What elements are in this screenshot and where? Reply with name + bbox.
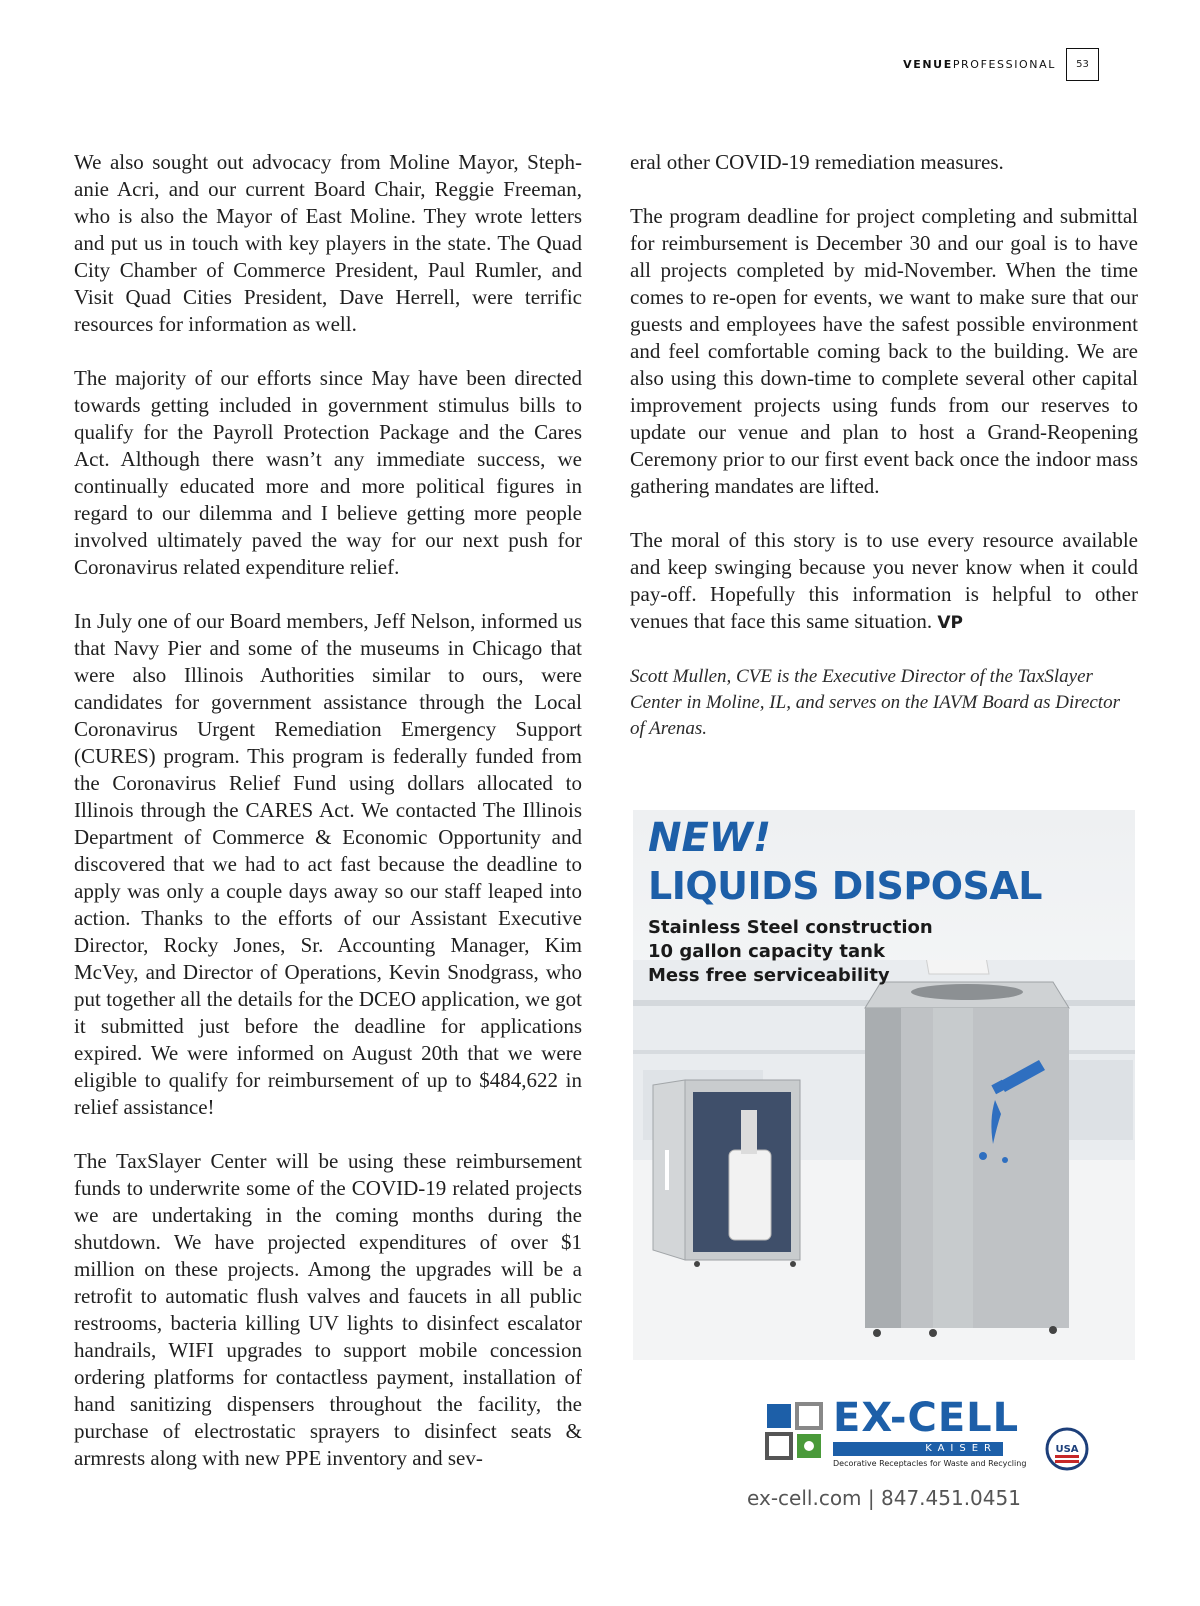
closing-text: The moral of this story is to use every resource available and keep swinging because you never know when it could pay-off. Hopefully this information is helpful to other venues that face this same situation. bbox=[630, 528, 1138, 633]
ex-cell-logo-icon bbox=[765, 1402, 825, 1462]
logo-tagline: Decorative Receptacles for Waste and Recycling bbox=[833, 1459, 1027, 1468]
made-in-usa-badge-icon bbox=[1045, 1427, 1089, 1471]
article-column-right bbox=[630, 149, 1138, 769]
brand-venue: VENUE bbox=[903, 58, 953, 71]
ad-feature: Mess free serviceability bbox=[648, 965, 890, 986]
badge-text: USA bbox=[1055, 1444, 1079, 1455]
article-paragraph: We also sought out advocacy from Moline Mayor, Stephanie Acri, and our current Board Chair, Reggie Freeman, who is also the Mayor of East Moline. They wrote letters and put us in touch with key players in the state. The Quad City Chamber of Commerce President, Paul Rumler, and Visit Quad Cities President, Dave Herrell, were terrific resources for information as well. bbox=[74, 150, 582, 336]
page-number: 53 bbox=[1066, 48, 1099, 81]
article-paragraph: The program deadline for project completing and submittal for reimbursement is December 30 and our goal is to have all projects completed by mid-November. When the time comes to re-open for events, we want to make sure that our guests and employees have the safest possible environment and feel comfortable coming back to the building. We are also using this down-time to complete several other capital improvement projects using funds from our reserves to update our venue and plan to host a Grand-Reopening Ceremony prior to our first event back once the indoor mass gathering mandates are lifted. bbox=[630, 204, 1138, 498]
page-header bbox=[903, 48, 1099, 81]
product-photo bbox=[633, 960, 1135, 1360]
article-column-left bbox=[74, 149, 582, 1499]
ad-feature: 10 gallon capacity tank bbox=[648, 941, 885, 962]
ad-feature: Stainless Steel construction bbox=[648, 917, 933, 938]
advertisement[interactable] bbox=[633, 810, 1135, 1540]
article-paragraph: In July one of our Board members, Jeff Nelson, informed us that Navy Pier and some of the museums in Chicago that were also Illinois Authorities similar to ours, were candidates for government assistance through the Local Coronavirus Urgent Remediation Emergency Support (CURES) program. This program is federally funded from the Coronavirus Relief Fund using dollars allocated to Illinois through the CARES Act. We contacted The Illinois Department of Commerce & Economic Opportunity and discovered that we had to act fast because the deadline to apply was only a couple days away so our staff leaped into action. Thanks to the efforts of our Assistant Executive Director, Rocky Jones, Sr. Accounting Manager, Kim McVey, and Director of Operations, Kevin Snodgrass, who put together all the details for the DCEO application, we got it submitted just before the deadline for applications expired. We were informed on August 20th that we were eligible to qualify for reimbursement of up to $484,622 in relief assistance! bbox=[74, 609, 582, 1119]
magazine-brand bbox=[903, 58, 1056, 71]
author-bio: Scott Mullen, CVE is the Executive Director of the TaxSlayer Center in Moline, IL, and serves on the IAVM Board as Director of Arenas. bbox=[630, 666, 1120, 739]
end-mark: VP bbox=[937, 613, 963, 633]
ad-contact[interactable]: ex-cell.com | 847.451.0451 bbox=[747, 1486, 1021, 1510]
brand-professional: PROFESSIONAL bbox=[952, 58, 1056, 71]
ad-features bbox=[648, 916, 933, 988]
liquids-disposal-unit bbox=[865, 960, 1069, 1337]
logo-subbrand: KAISER bbox=[833, 1442, 1003, 1456]
article-paragraph: The majority of our efforts since May have been directed towards getting included in government stimulus bills to qualify for the Payroll Protection Package and the Cares Act. Although there wasn’t any immediate success, we continually educated more and more political figures in regard to our dilemma and I believe getting more people involved ultimately paved the way for our next push for Coronavirus related expenditure relief. bbox=[74, 366, 582, 579]
closing-paragraph bbox=[630, 527, 1138, 637]
logo-wordmark: EX-CELL bbox=[833, 1395, 1020, 1441]
article-paragraph: eral other COVID-19 remediation measures. bbox=[630, 150, 1004, 174]
open-cabinet bbox=[653, 1080, 800, 1267]
article-paragraph: The TaxSlayer Center will be using these reimbursement funds to underwrite some of the COVID-19 related projects we are undertaking in the coming months during the shutdown. We have projected expenditures of over $1 million on these projects. Among the upgrades will be a retrofit to automatic flush valves and faucets in all public restrooms, bacteria killing UV lights to disinfect escalator handrails, WIFI upgrades to support mobile concession ordering platforms for contactless payment, installation of hand sanitizing dispensers throughout the facility, the purchase of electrostatic sprayers to disinfect seats & armrests along with new PPE inventory and sev- bbox=[74, 1149, 582, 1470]
ad-kicker: NEW! bbox=[648, 815, 772, 861]
ad-headline: LIQUIDS DISPOSAL bbox=[648, 864, 1042, 908]
